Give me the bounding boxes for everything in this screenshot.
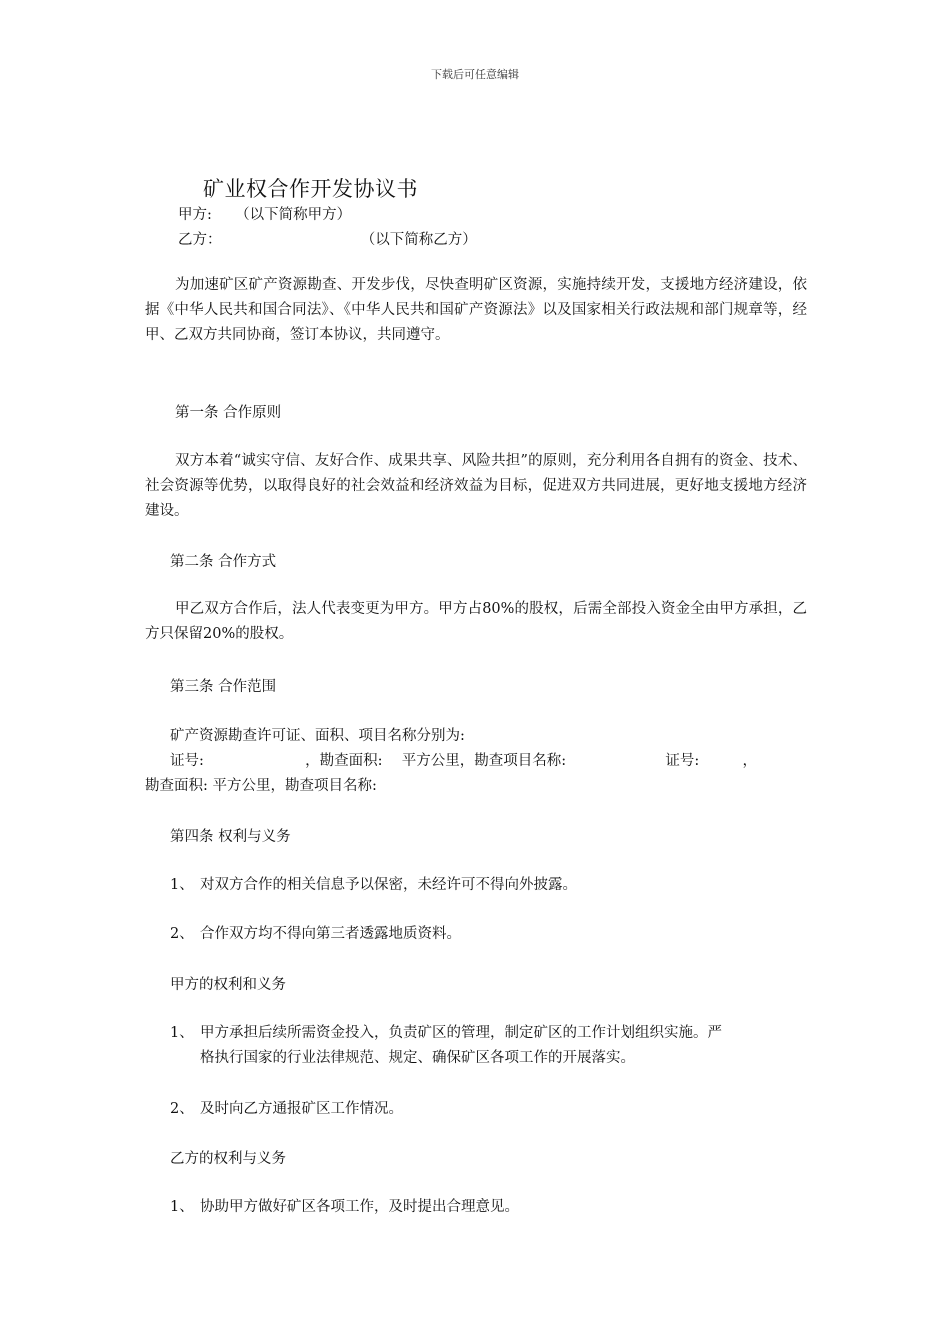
- cert-label-2: 证号:: [665, 753, 700, 769]
- article-3-line-1: 矿产资源勘查许可证、面积、项目名称分别为:: [170, 728, 465, 744]
- comma: ，: [742, 753, 757, 769]
- party-b-note: （以下简称乙方）: [360, 232, 477, 248]
- article-1-heading: 第一条 合作原则: [175, 405, 282, 421]
- party-b-line: [178, 228, 477, 249]
- party-b-label: 乙方：: [178, 232, 222, 248]
- list-item: [170, 1097, 807, 1122]
- page-header-note: 下载后可任意编辑: [431, 68, 519, 81]
- party-a-label: 甲方:: [178, 207, 212, 223]
- area-unit-label: 平方公里，勘查项目名称:: [401, 753, 567, 769]
- list-item-number: 1、: [170, 877, 194, 893]
- list-item-text: 及时向乙方通报矿区工作情况。: [200, 1101, 403, 1117]
- area-label: ，勘查面积:: [305, 753, 383, 769]
- article-3-heading: 第三条 合作范围: [170, 679, 277, 695]
- article-2-heading: 第二条 合作方式: [170, 554, 277, 570]
- list-item: [170, 873, 807, 898]
- document-title: 矿业权合作开发协议书: [203, 177, 418, 201]
- list-item: [170, 922, 807, 947]
- list-item-text: 对双方合作的相关信息予以保密，未经许可不得向外披露。: [200, 877, 577, 893]
- list-item-number: 1、: [170, 1199, 194, 1215]
- party-a-line: [178, 203, 351, 224]
- article-2-text: 甲乙双方合作后，法人代表变更为甲方。甲方占80%的股权，后需全部投入资金全由甲方承担，乙方只保留20%的股权。: [145, 601, 807, 642]
- party-b-rights-heading: 乙方的权利与义务: [170, 1151, 286, 1167]
- article-4-heading: 第四条 权利与义务: [170, 829, 291, 845]
- list-item-number: 1、: [170, 1025, 194, 1041]
- party-a-rights-heading: 甲方的权利和义务: [170, 977, 286, 993]
- party-a-note: （以下简称甲方）: [235, 207, 352, 223]
- intro-paragraph: 为加速矿区矿产资源勘查、开发步伐，尽快查明矿区资源，实施持续开发，支援地方经济建设，依据《中华人民共和国合同法》、《中华人民共和国矿产资源法》以及国家相关行政法规和部门规章等，经甲、乙双方共同协商，签订本协议，共同遵守。: [145, 277, 807, 343]
- list-item-text: 合作双方均不得向第三者透露地质资料。: [200, 926, 461, 942]
- article-3-line-2: [170, 749, 757, 770]
- list-item-number: 2、: [170, 926, 194, 942]
- list-item-continuation: 格执行国家的行业法律规范、规定、确保矿区各项工作的开展落实。: [200, 1050, 635, 1066]
- list-item-number: 2、: [170, 1101, 194, 1117]
- list-item-text: 甲方承担后续所需资金投入，负责矿区的管理，制定矿区的工作计划组织实施。严: [200, 1025, 722, 1041]
- article-1-text: 双方本着“诚实守信、友好合作、成果共享、风险共担”的原则，充分利用各自拥有的资金、技术、社会资源等优势，以取得良好的社会效益和经济效益为目标，促进双方共同进展，更好地支援地方经济建设。: [145, 453, 807, 519]
- list-item-text: 协助甲方做好矿区各项工作，及时提出合理意见。: [200, 1199, 519, 1215]
- cert-label: 证号:: [170, 753, 204, 769]
- article-3-line-3: 勘查面积: 平方公里，勘查项目名称:: [145, 778, 377, 794]
- list-item: [170, 1021, 807, 1046]
- list-item: [170, 1195, 807, 1220]
